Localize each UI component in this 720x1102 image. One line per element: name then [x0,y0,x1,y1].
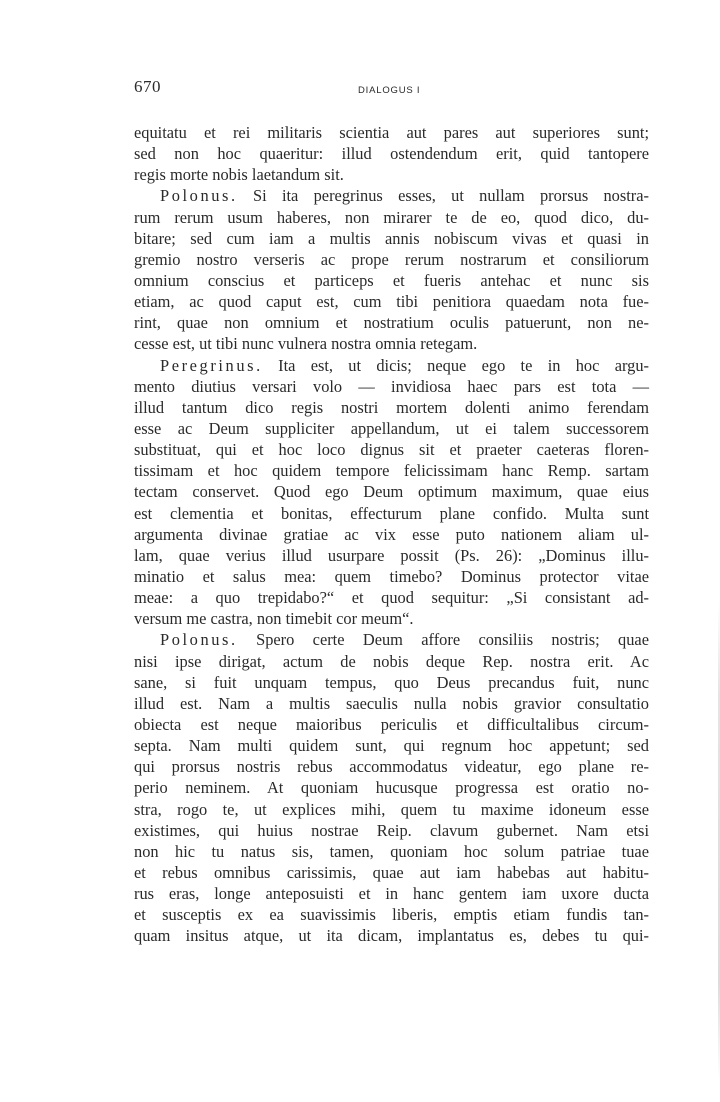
text-line [134,566,649,587]
line-text: stra, rogo te, ut explices mihi, quem tu maxime idoneum esse [134,799,649,819]
line-text: Ita est, ut dicis; neque ego te in hoc argu- [262,355,649,375]
text-line [134,312,649,333]
text-line [134,481,649,502]
line-text: sed non hoc quaeritur: illud ostendendum erit, quid tantopere [134,144,649,164]
text-line [134,904,649,925]
line-text: bitare; sed cum iam a multis annis nobiscum vivas et quasi in [134,228,649,248]
line-text: existimes, qui huius nostrae Reip. clavum gubernet. Nam etsi [134,820,649,840]
text-line [134,270,649,291]
text-line [134,397,649,418]
speaker-line [134,629,649,650]
page-number: 670 [134,77,161,96]
line-text: minatio et salus mea: quem timebo? Dominus protector vitae [134,566,649,586]
body-text [134,122,649,946]
line-text: illud est. Nam a multis saeculis nulla nobis gravior consultatio [134,693,649,713]
line-text: etiam, ac quod caput est, cum tibi penitiora quaedam nota fue- [134,292,649,312]
text-line [134,439,649,460]
text-line [134,672,649,693]
line-text: est clementia et bonitas, effecturum plane confido. Multa sunt [134,503,649,523]
text-line [134,291,649,312]
text-line [134,714,649,735]
text-line [134,777,649,798]
line-text: gremio nostro verseris ac prope rerum nostrarum et consiliorum [134,249,649,269]
text-line [134,228,649,249]
line-text: tectam conservet. Quod ego Deum optimum maximum, quae eius [134,482,649,502]
line-text: rint, quae non omnium et nostratium oculis patuerunt, non ne- [134,313,649,333]
text-line [134,122,649,143]
text-line [134,207,649,228]
line-text: regis morte nobis laetandum sit. [134,165,344,185]
line-text: nisi ipse dirigat, actum de nobis deque Rep. nostra erit. Ac [134,651,649,671]
line-text: Si ita peregrinus esses, ut nullam prorsus nostra- [237,186,649,206]
text-line [134,735,649,756]
line-text: argumenta divinae gratiae ac vix esse puto nationem aliam ul- [134,524,649,544]
text-line [134,376,649,397]
speaker-name: Peregrinus. [160,355,263,375]
text-line [134,503,649,524]
line-text: equitatu et rei militaris scientia aut pares aut superiores sunt; [134,123,649,142]
text-line [134,841,649,862]
running-head: DIALOGUS I [358,85,421,96]
text-line [134,418,649,439]
line-text: et rebus omnibus carissimis, quae aut iam habebas aut habitu- [134,862,649,882]
line-text: lam, quae verius illud usurpare possit (Ps. 26): „Dominus illu- [134,545,649,565]
line-text: et susceptis ex ea suavissimis liberis, emptis etiam fundis tan- [134,905,649,925]
text-line [134,799,649,820]
line-text: non hic tu natus sis, tamen, quoniam hoc solum patriae tuae [134,841,649,861]
line-text: esse ac Deum suppliciter appellandum, ut ei talem successorem [134,418,649,438]
speaker-name: Polonus. [160,630,238,650]
line-text: qui prorsus nostris rebus accommodatus videatur, ego plane re- [134,757,649,777]
speaker-name: Polonus. [160,186,238,206]
line-text: Spero certe Deum affore consiliis nostris; quae [237,630,649,650]
line-text: meae: a quo trepidabo?“ et quod sequitur: „Si consistant ad- [134,588,649,608]
text-line [134,249,649,270]
speaker-line [134,355,649,376]
speaker-line [134,185,649,206]
line-text: septa. Nam multi quidem sunt, qui regnum hoc appetunt; sed [134,736,649,756]
text-line [134,164,649,185]
text-line [134,587,649,608]
line-text: cesse est, ut tibi nunc vulnera nostra omnia retegam. [134,334,478,354]
line-text: sane, si fuit unquam tempus, quo Deus precandus fuit, nunc [134,672,649,692]
line-text: perio neminem. At quoniam hucusque progressa est oratio no- [134,778,649,798]
text-line [134,862,649,883]
text-line [134,333,649,354]
text-line [134,651,649,672]
text-line [134,756,649,777]
text-line [134,883,649,904]
text-line [134,820,649,841]
text-line [134,460,649,481]
line-text: illud tantum dico regis nostri mortem dolenti animo ferendam [134,397,649,417]
line-text: versum me castra, non timebit cor meum“. [134,609,414,629]
line-text: rum rerum usum haberes, non mirarer te de eo, quod dico, du- [134,207,649,227]
text-line [134,143,649,164]
line-text: substituat, qui et hoc loco dignus sit et praeter caeteras floren- [134,440,649,460]
line-text: rus eras, longe anteposuisti et in hanc gentem iam uxore ducta [134,884,649,904]
text-line [134,608,649,629]
text-line [134,693,649,714]
line-text: mento diutius versari volo — invidiosa haec pars est tota — [134,376,649,396]
text-line [134,524,649,545]
line-text: obiecta est neque maioribus periculis et difficultalibus circum- [134,714,649,734]
line-text: omnium conscius et particeps et fueris antehac et nunc sis [134,270,649,290]
text-line [134,925,649,946]
text-line [134,545,649,566]
line-text: tissimam et hoc quidem tempore felicissimam hanc Remp. sartam [134,461,649,481]
line-text: quam insitus atque, ut ita dicam, implantatus es, debes tu qui- [134,926,649,946]
